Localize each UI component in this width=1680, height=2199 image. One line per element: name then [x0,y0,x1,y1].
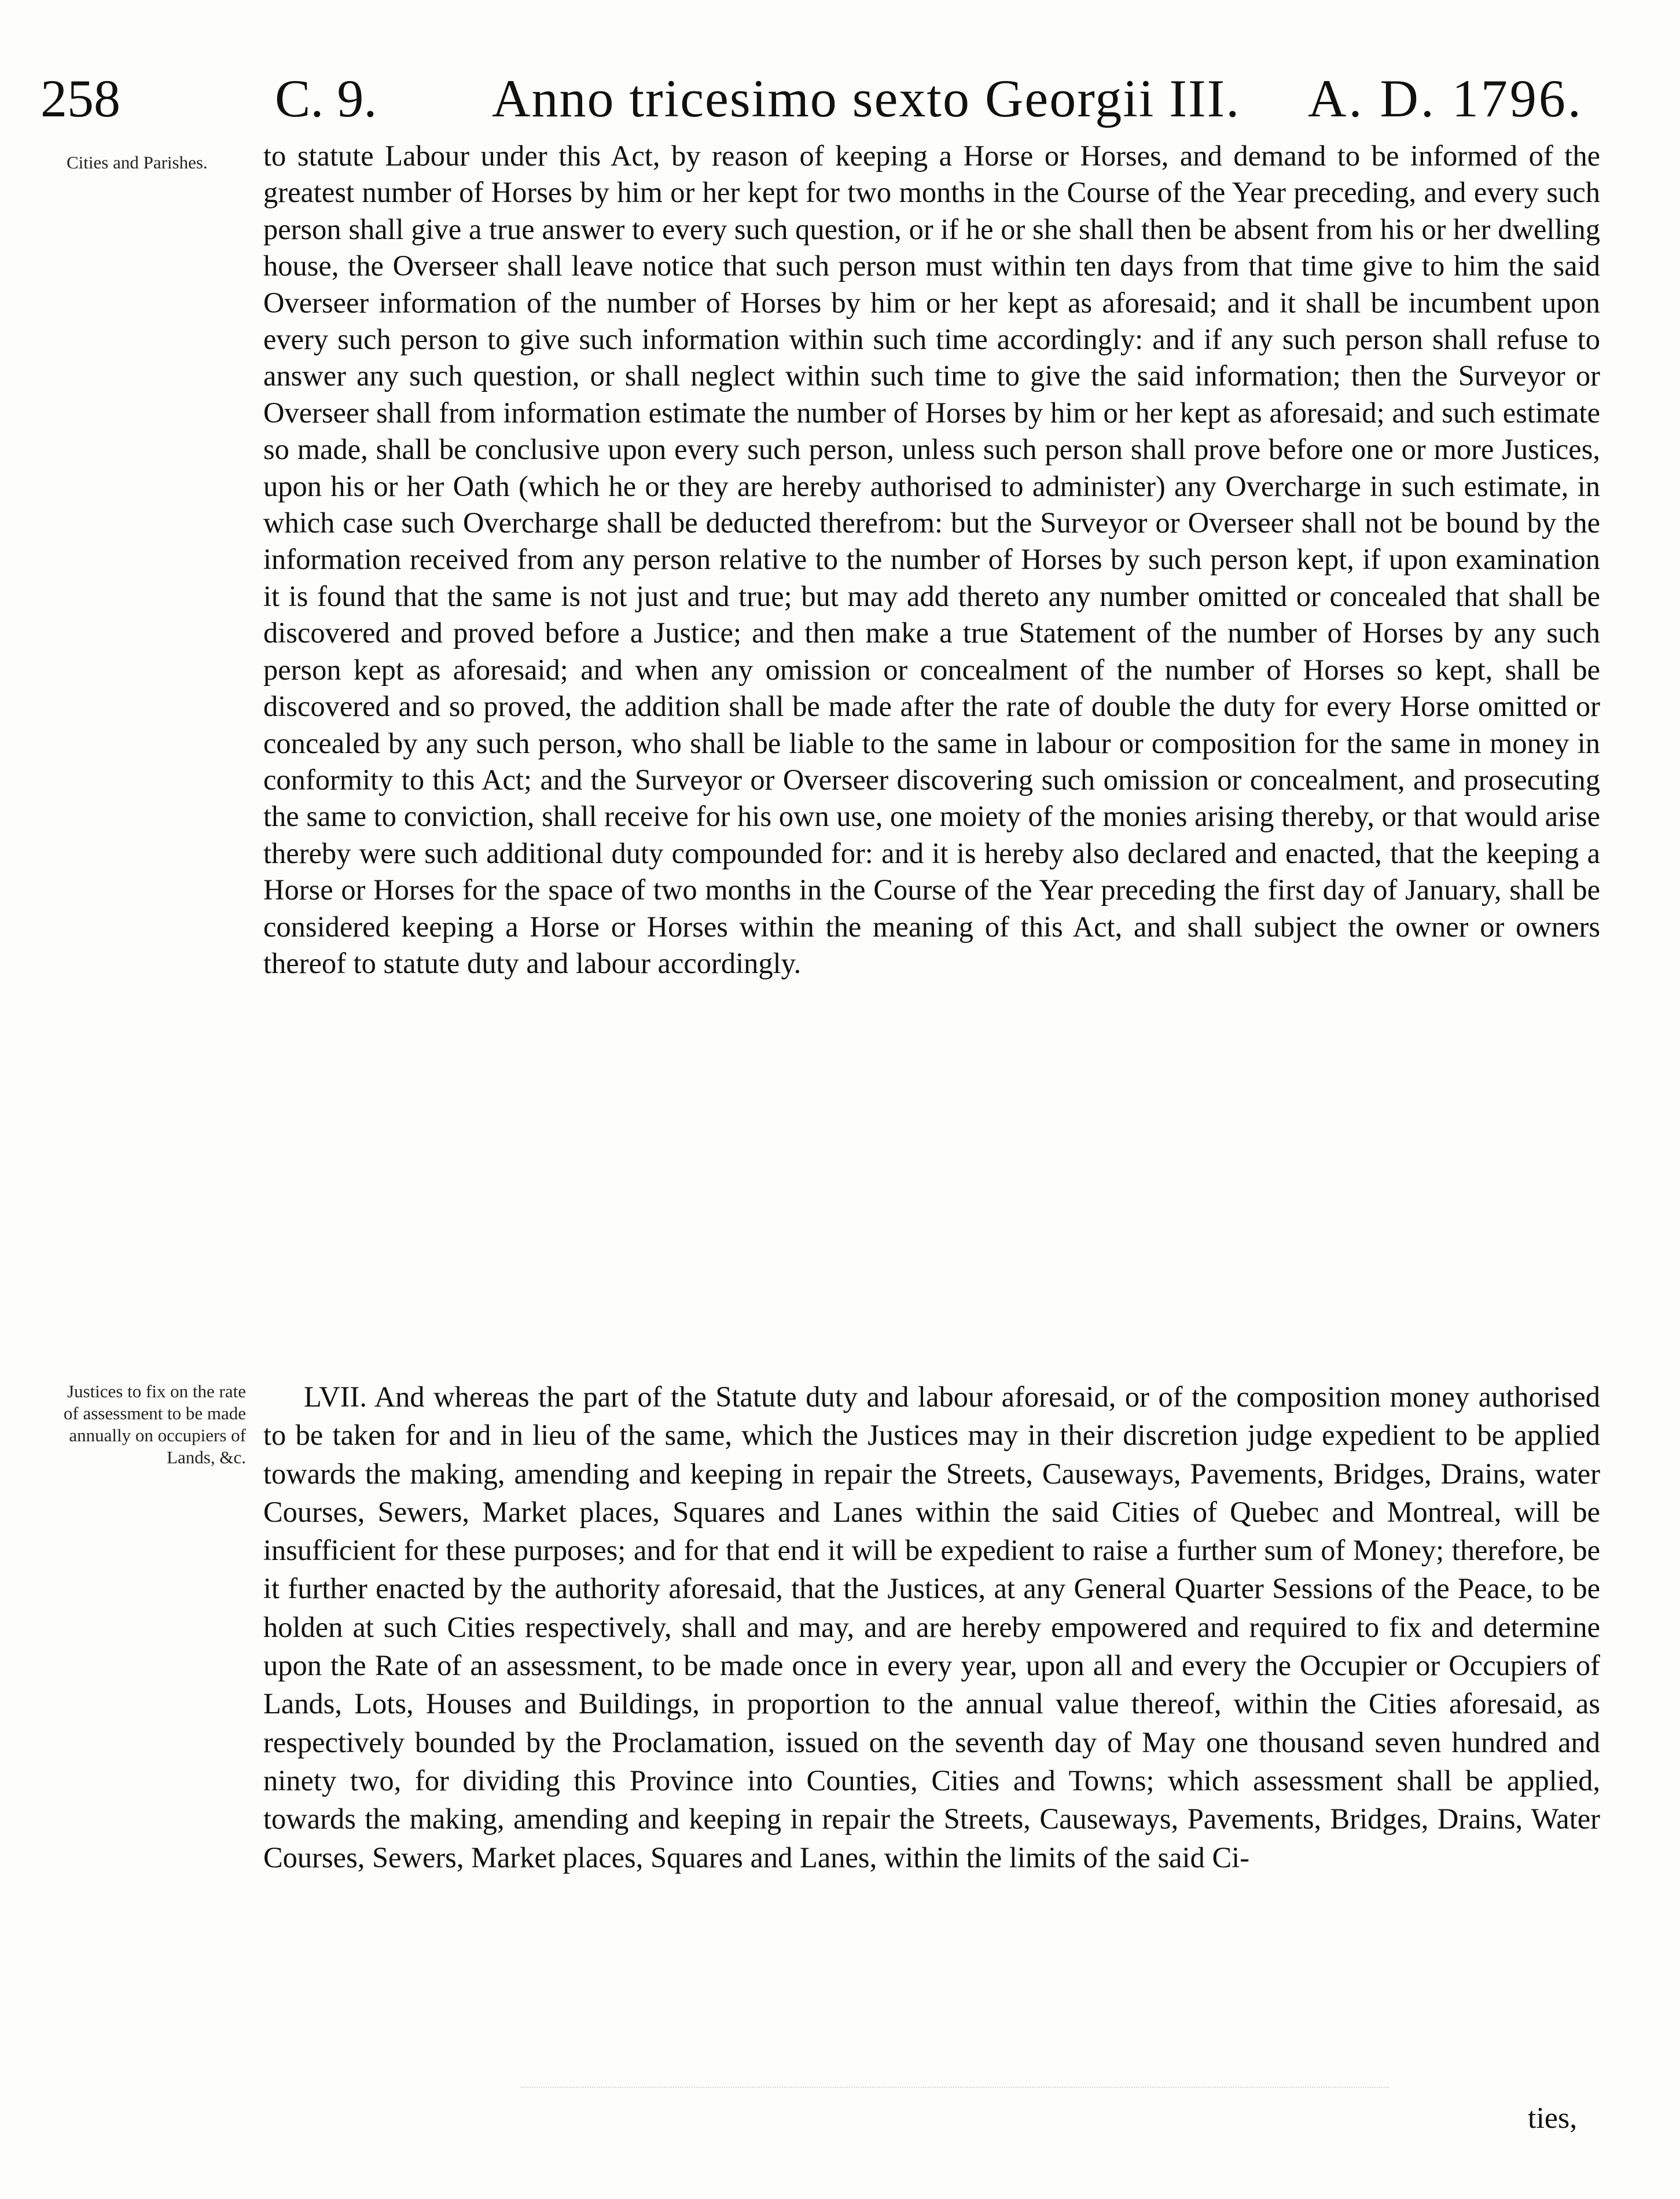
margin-note-cities-parishes: Cities and Parishes. [67,152,208,172]
scan-artifact-divider [521,2087,1389,2091]
margin-note-justices-assessment: Justices to fix on the rate of assessment to be made annually on occupiers of Lands, &c. [63,1381,246,1467]
chapter-label: C. 9. [275,69,377,128]
catchword: ties, [1528,2102,1578,2135]
header-title: Anno tricesimo sexto Georgii III. [492,69,1241,128]
running-header [41,55,1603,142]
paragraph-section-lvii: LVII. And whereas the part of the Statute duty and labour aforesaid, or of the composition money authorised to be taken for and in lieu of the same, which the Justices may in their discretion judge expedient to be applied towards the making, amending and keeping in repair the Streets, Causeways, Pavements, Bridges, Drains, water Courses, Sewers, Market places, Squares and Lanes within the said Cities of Quebec and Montreal, will be insufficient for these purposes; and for that end it will be expedient to raise a further sum of Money; therefore, be it further enacted by the authority aforesaid, that the Justices, at any General Quarter Sessions of the Peace, to be holden at such Cities respectively, shall and may, and are hereby empowered and required to fix and determine upon the Rate of an assessment, to be made once in every year, upon all and every the Occupier or Occupiers of Lands, Lots, Houses and Buildings, in proportion to the annual value thereof, within the Cities aforesaid, as respectively bounded by the Proclamation, issued on the seventh day of May one thousand seven hundred and ninety two, for dividing this Province into Counties, Cities and Towns; which assessment shall be applied, towards the making, amending and keeping in repair the Streets, Causeways, Pavements, Bridges, Drains, Water Courses, Sewers, Market places, Squares and Lanes, within the limits of the said Ci- [263,1381,1600,1874]
page-number: 258 [41,69,120,128]
header-date: A. D. 1796. [1308,69,1583,128]
paragraph-horses-statute-labour: to statute Labour under this Act, by reason of keeping a Horse or Horses, and demand to be informed of the greatest number of Horses by him or her kept for two months in the Course of the Year preceding, and every such person shall give a true answer to every such question, or if he or she shall then be absent from his or her dwelling house, the Overseer shall leave notice that such person must within ten days from that time give to him the said Overseer information of the number of Horses by him or her kept as aforesaid; and it shall be incumbent upon every such person to give such information within such time accordingly: and if any such person shall refuse to answer any such question, or shall neglect within such time to give the said information; then the Surveyor or Overseer shall from information estimate the number of Horses by him or her kept as aforesaid; and such estimate so made, shall be conclusive upon every such person, unless such person shall prove before one or more Justices, upon his or her Oath (which he or they are hereby authorised to administer) any Overcharge in such estimate, in which case such Overcharge shall be deducted therefrom: but the Surveyor or Overseer shall not be bound by the information received from any person relative to the number of Horses by such person kept, if upon examination it is found that the same is not just and true; but may add thereto any number omitted or concealed that shall be discovered and proved before a Justice; and then make a true Statement of the number of Horses by any such person kept as aforesaid; and when any omission or concealment of the number of Horses so kept, shall be discovered and so proved, the addition shall be made after the rate of double the duty for every Horse omitted or concealed by any such person, who shall be liable to the same in labour or composition for the same in money in conformity to this Act; and the Surveyor or Overseer discovering such omission or concealment, and prosecuting the same to conviction, shall receive for his own use, one moiety of the monies arising thereby, or that would arise thereby were such additional duty compounded for: and it is hereby also declared and enacted, that the keeping a Horse or Horses for the space of two months in the Course of the Year preceding the first day of January, shall be considered keeping a Horse or Horses within the meaning of this Act, and shall subject the owner or owners thereof to statute duty and labour accordingly. [263,139,1600,979]
